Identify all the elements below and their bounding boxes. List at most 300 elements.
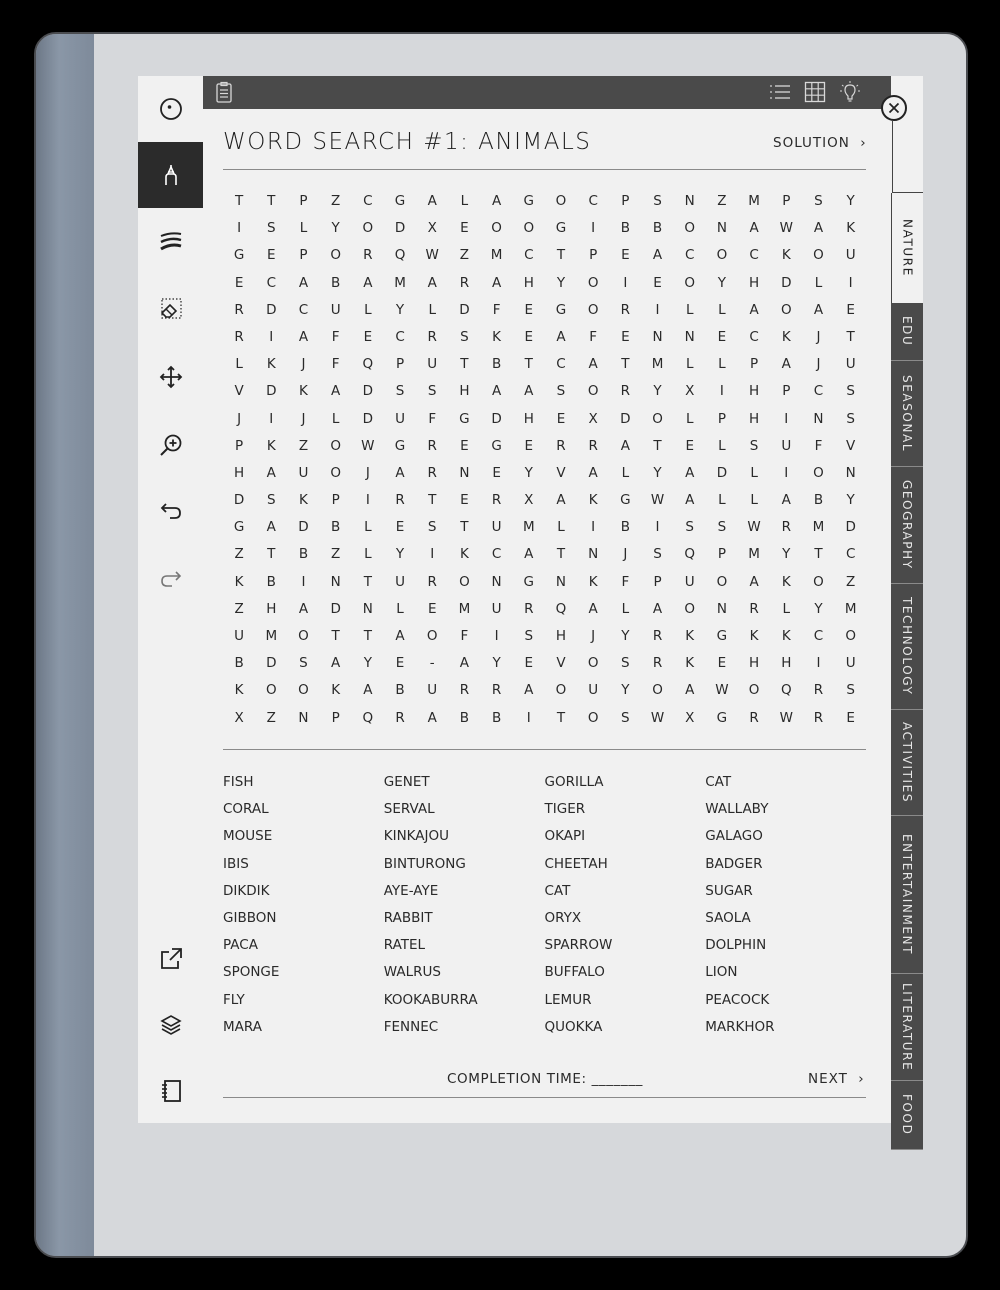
grid-cell[interactable]: T (556, 247, 566, 264)
grid-cell[interactable]: H (749, 410, 760, 427)
grid-cell[interactable]: A (266, 519, 276, 536)
grid-cell[interactable]: K (234, 682, 244, 699)
grid-cell[interactable]: Z (234, 546, 244, 563)
grid-cell[interactable]: N (684, 193, 695, 209)
grid-cell[interactable]: Q (684, 546, 696, 563)
table-of-contents-button[interactable] (768, 80, 792, 104)
grid-cell[interactable]: W (715, 682, 729, 699)
grid-cell[interactable]: E (524, 328, 534, 345)
grid-cell[interactable]: E (717, 328, 727, 345)
grid-cell[interactable]: I (784, 410, 789, 427)
tab-activities[interactable] (891, 710, 923, 816)
grid-cell[interactable]: K (781, 628, 791, 644)
grid-cell[interactable]: Y (556, 274, 566, 291)
grid-cell[interactable]: O (652, 410, 663, 427)
grid-cell[interactable]: L (621, 600, 630, 617)
grid-cell[interactable]: X (234, 709, 244, 726)
grid-cell[interactable]: A (781, 492, 791, 509)
grid-cell[interactable]: A (266, 464, 276, 481)
grid-cell[interactable]: H (459, 383, 470, 400)
grid-cell[interactable]: X (685, 383, 695, 400)
grid-cell[interactable]: P (299, 193, 308, 209)
grid-cell[interactable]: S (395, 383, 405, 400)
grid-cell[interactable]: D (781, 274, 792, 291)
grid-cell[interactable]: B (331, 274, 341, 291)
grid-cell[interactable]: A (685, 682, 695, 699)
grid-cell[interactable]: V (556, 655, 566, 672)
grid-cell[interactable]: H (749, 655, 760, 672)
grid-cell[interactable]: S (266, 492, 276, 509)
grid-cell[interactable]: R (459, 682, 470, 699)
grid-cell[interactable]: H (749, 383, 760, 400)
grid-cell[interactable]: T (814, 546, 823, 563)
grid-cell[interactable]: R (427, 437, 437, 454)
grid-cell[interactable]: P (235, 437, 244, 454)
grid-cell[interactable]: Y (846, 492, 855, 509)
grid-cell[interactable]: S (621, 709, 630, 726)
grid-cell[interactable]: Z (717, 193, 727, 209)
grid-cell[interactable]: P (782, 193, 791, 209)
grid-cell[interactable]: G (459, 410, 470, 427)
grid-view-button[interactable] (803, 80, 827, 104)
grid-cell[interactable]: F (814, 437, 823, 454)
tab-entertainment[interactable] (891, 816, 923, 974)
close-button[interactable] (881, 95, 907, 121)
grid-cell[interactable]: P (331, 709, 340, 726)
grid-cell[interactable]: A (588, 464, 598, 481)
grid-cell[interactable]: D (362, 410, 374, 427)
grid-cell[interactable]: H (234, 464, 245, 481)
grid-cell[interactable]: D (362, 383, 374, 400)
grid-cell[interactable]: Z (459, 247, 470, 264)
grid-cell[interactable]: K (846, 220, 856, 237)
grid-cell[interactable]: X (588, 410, 598, 427)
grid-cell[interactable]: N (845, 464, 856, 481)
letter-grid[interactable] (223, 188, 866, 732)
grid-cell[interactable]: K (588, 492, 598, 509)
grid-cell[interactable]: U (491, 600, 502, 617)
grid-cell[interactable]: L (685, 356, 694, 373)
grid-cell[interactable]: F (492, 301, 501, 318)
grid-cell[interactable]: S (653, 193, 662, 209)
grid-cell[interactable]: M (490, 247, 503, 264)
grid-cell[interactable]: Q (362, 356, 374, 373)
grid-cell[interactable]: O (330, 247, 341, 264)
grid-cell[interactable]: T (363, 628, 372, 644)
grid-cell[interactable]: L (718, 437, 726, 454)
grid-cell[interactable]: A (298, 600, 309, 617)
grid-cell[interactable]: C (845, 546, 856, 563)
grid-cell[interactable]: O (684, 600, 696, 617)
grid-cell[interactable]: N (684, 328, 695, 345)
grid-cell[interactable]: I (816, 655, 821, 672)
grid-cell[interactable]: Y (653, 464, 662, 481)
tab-edu[interactable] (891, 303, 923, 361)
grid-cell[interactable]: K (299, 492, 308, 509)
grid-cell[interactable]: E (524, 301, 534, 318)
grid-cell[interactable]: O (684, 274, 696, 291)
grid-cell[interactable]: I (719, 383, 724, 400)
grid-cell[interactable]: F (331, 328, 340, 345)
grid-cell[interactable]: L (428, 301, 436, 318)
grid-cell[interactable]: A (652, 600, 663, 617)
grid-cell[interactable]: A (298, 274, 309, 291)
grid-cell[interactable]: O (298, 682, 309, 699)
grid-cell[interactable]: L (621, 464, 630, 481)
grid-cell[interactable]: O (426, 628, 438, 644)
grid-cell[interactable]: N (298, 709, 309, 726)
grid-cell[interactable]: Z (234, 600, 244, 617)
grid-cell[interactable]: R (234, 328, 244, 345)
grid-cell[interactable]: A (331, 383, 341, 400)
grid-cell[interactable]: I (269, 328, 274, 345)
grid-cell[interactable]: A (331, 655, 341, 672)
grid-cell[interactable]: U (781, 437, 792, 454)
grid-cell[interactable]: H (266, 600, 277, 617)
grid-cell[interactable]: A (749, 301, 759, 318)
grid-cell[interactable]: C (813, 628, 824, 644)
grid-cell[interactable]: D (845, 519, 856, 536)
tab-food[interactable] (891, 1081, 923, 1150)
clipboard-button[interactable] (212, 80, 236, 104)
redo-button[interactable] (138, 546, 203, 612)
grid-cell[interactable]: R (749, 600, 759, 617)
tab-technology[interactable] (891, 584, 923, 710)
grid-cell[interactable]: R (781, 519, 791, 536)
grid-cell[interactable]: G (491, 437, 502, 454)
grid-cell[interactable]: P (717, 546, 726, 563)
grid-cell[interactable]: D (233, 492, 245, 509)
grid-cell[interactable]: O (587, 383, 599, 400)
grid-cell[interactable]: U (395, 410, 405, 427)
grid-cell[interactable]: I (655, 519, 660, 536)
grid-cell[interactable]: P (299, 247, 308, 264)
grid-cell[interactable]: O (684, 220, 696, 237)
grid-cell[interactable]: D (266, 655, 277, 672)
grid-cell[interactable]: I (301, 573, 306, 590)
next-link[interactable] (808, 1071, 865, 1087)
grid-cell[interactable]: A (427, 274, 437, 291)
grid-cell[interactable]: F (621, 573, 630, 590)
grid-cell[interactable]: L (364, 301, 372, 318)
grid-cell[interactable]: Y (395, 546, 405, 563)
grid-cell[interactable]: C (266, 274, 276, 291)
grid-cell[interactable]: R (363, 247, 373, 264)
grid-cell[interactable]: V (234, 383, 244, 400)
grid-cell[interactable]: K (781, 247, 791, 264)
grid-cell[interactable]: Z (298, 437, 309, 454)
grid-cell[interactable]: R (491, 682, 502, 699)
grid-cell[interactable]: J (623, 546, 628, 563)
grid-cell[interactable]: T (267, 546, 276, 563)
grid-cell[interactable]: C (588, 193, 598, 209)
grid-cell[interactable]: Z (331, 546, 341, 563)
grid-cell[interactable]: S (846, 410, 855, 427)
grid-cell[interactable]: A (781, 356, 791, 373)
grid-cell[interactable]: T (556, 709, 566, 726)
grid-cell[interactable]: T (267, 193, 276, 209)
grid-cell[interactable]: Y (717, 274, 727, 291)
grid-cell[interactable]: N (716, 600, 727, 617)
grid-cell[interactable]: K (588, 573, 598, 590)
grid-cell[interactable]: O (587, 301, 599, 318)
grid-cell[interactable]: S (524, 628, 534, 644)
grid-cell[interactable]: A (491, 274, 502, 291)
grid-cell[interactable]: T (331, 628, 340, 644)
grid-cell[interactable]: F (331, 356, 340, 373)
grid-cell[interactable]: M (812, 519, 825, 536)
grid-cell[interactable]: M (458, 600, 471, 617)
grid-cell[interactable]: L (299, 220, 308, 237)
grid-cell[interactable]: R (620, 383, 631, 400)
grid-cell[interactable]: L (718, 492, 726, 509)
grid-cell[interactable]: E (846, 709, 855, 726)
grid-cell[interactable]: E (267, 247, 276, 264)
grid-cell[interactable]: H (749, 274, 760, 291)
grid-cell[interactable]: T (363, 573, 372, 590)
grid-cell[interactable]: A (395, 628, 405, 644)
grid-cell[interactable]: A (556, 328, 566, 345)
grid-cell[interactable]: R (620, 301, 631, 318)
grid-cell[interactable]: P (653, 573, 662, 590)
grid-cell[interactable]: B (491, 356, 502, 373)
grid-cell[interactable]: T (556, 546, 566, 563)
grid-cell[interactable]: A (685, 464, 695, 481)
grid-cell[interactable]: K (266, 356, 276, 373)
grid-cell[interactable]: A (524, 383, 534, 400)
grid-cell[interactable]: G (620, 492, 631, 509)
grid-cell[interactable]: K (781, 573, 791, 590)
grid-cell[interactable]: L (814, 274, 823, 291)
tab-geography[interactable] (891, 467, 923, 584)
grid-cell[interactable]: B (459, 709, 470, 726)
grid-cell[interactable]: W (747, 519, 761, 536)
grid-cell[interactable]: O (845, 628, 856, 644)
grid-cell[interactable]: R (395, 709, 405, 726)
grid-cell[interactable]: L (750, 492, 758, 509)
grid-cell[interactable]: U (845, 247, 856, 264)
grid-cell[interactable]: B (234, 655, 244, 672)
grid-cell[interactable]: P (331, 492, 340, 509)
grid-cell[interactable]: D (459, 301, 470, 318)
grid-cell[interactable]: I (494, 628, 499, 644)
grid-cell[interactable]: O (555, 682, 567, 699)
grid-cell[interactable]: O (716, 247, 728, 264)
move-tool-button[interactable] (138, 344, 203, 410)
grid-cell[interactable]: N (716, 220, 727, 237)
grid-cell[interactable]: N (459, 464, 470, 481)
grid-cell[interactable]: E (395, 519, 405, 536)
grid-cell[interactable]: L (718, 301, 726, 318)
grid-cell[interactable]: L (685, 410, 694, 427)
hint-button[interactable] (838, 80, 862, 104)
layers-button[interactable] (138, 992, 203, 1058)
grid-cell[interactable]: D (716, 464, 728, 481)
grid-cell[interactable]: T (621, 356, 630, 373)
grid-cell[interactable]: C (524, 247, 534, 264)
grid-cell[interactable]: - (429, 655, 435, 672)
grid-cell[interactable]: U (427, 682, 438, 699)
grid-cell[interactable]: C (395, 328, 405, 345)
grid-cell[interactable]: A (459, 655, 470, 672)
grid-cell[interactable]: A (749, 573, 759, 590)
grid-cell[interactable]: O (587, 274, 599, 291)
grid-cell[interactable]: U (395, 573, 405, 590)
grid-cell[interactable]: B (491, 709, 502, 726)
grid-cell[interactable]: W (650, 492, 665, 509)
grid-cell[interactable]: T (234, 193, 244, 209)
grid-cell[interactable]: U (234, 628, 245, 644)
grid-cell[interactable]: G (555, 301, 567, 318)
grid-cell[interactable]: J (591, 628, 596, 644)
grid-cell[interactable]: P (717, 410, 726, 427)
grid-cell[interactable]: U (588, 682, 599, 699)
grid-cell[interactable]: S (460, 328, 469, 345)
grid-cell[interactable]: R (749, 709, 759, 726)
grid-cell[interactable]: R (234, 301, 244, 318)
grid-cell[interactable]: E (460, 492, 469, 509)
grid-cell[interactable]: O (523, 220, 535, 237)
tab-literature[interactable] (891, 974, 923, 1081)
grid-cell[interactable]: D (394, 220, 406, 237)
grid-cell[interactable]: X (427, 220, 437, 237)
zoom-tool-button[interactable] (138, 412, 203, 478)
grid-cell[interactable]: I (591, 220, 596, 237)
grid-cell[interactable]: X (524, 492, 534, 509)
grid-cell[interactable]: S (427, 519, 437, 536)
grid-cell[interactable]: A (363, 682, 373, 699)
grid-cell[interactable]: O (813, 464, 824, 481)
grid-cell[interactable]: S (299, 655, 308, 672)
grid-cell[interactable]: C (491, 546, 502, 563)
grid-cell[interactable]: O (265, 682, 277, 699)
grid-cell[interactable]: D (266, 301, 277, 318)
share-button[interactable] (138, 926, 203, 992)
grid-cell[interactable]: O (780, 301, 792, 318)
grid-cell[interactable]: Y (782, 546, 791, 563)
grid-cell[interactable]: S (556, 383, 566, 400)
grid-cell[interactable]: S (266, 220, 276, 237)
grid-cell[interactable]: N (588, 546, 599, 563)
grid-cell[interactable]: T (846, 328, 855, 345)
grid-cell[interactable]: A (749, 220, 759, 237)
grid-cell[interactable]: N (362, 600, 373, 617)
grid-cell[interactable]: O (491, 220, 502, 237)
grid-cell[interactable]: B (395, 682, 405, 699)
grid-cell[interactable]: E (685, 437, 694, 454)
grid-cell[interactable]: G (523, 573, 535, 590)
grid-cell[interactable]: E (717, 655, 727, 672)
grid-cell[interactable]: X (685, 709, 695, 726)
grid-cell[interactable]: A (556, 492, 566, 509)
grid-cell[interactable]: E (460, 220, 469, 237)
grid-cell[interactable]: J (301, 356, 306, 373)
grid-cell[interactable]: S (717, 519, 727, 536)
grid-cell[interactable]: K (459, 546, 469, 563)
tab-seasonal[interactable] (891, 361, 923, 467)
grid-cell[interactable]: N (813, 410, 824, 427)
grid-cell[interactable]: K (685, 628, 695, 644)
grid-cell[interactable]: K (299, 383, 308, 400)
grid-cell[interactable]: E (846, 301, 855, 318)
grid-cell[interactable]: Y (395, 301, 405, 318)
grid-cell[interactable]: S (814, 193, 823, 209)
grid-cell[interactable]: L (396, 600, 404, 617)
grid-cell[interactable]: C (749, 328, 759, 345)
grid-cell[interactable]: O (716, 573, 728, 590)
grid-cell[interactable]: B (620, 519, 630, 536)
grid-cell[interactable]: D (491, 410, 502, 427)
grid-cell[interactable]: E (621, 247, 630, 264)
grid-cell[interactable]: U (684, 573, 695, 590)
grid-cell[interactable]: O (362, 220, 374, 237)
grid-cell[interactable]: Y (653, 383, 662, 400)
stroke-tool-button[interactable] (138, 208, 203, 274)
grid-cell[interactable]: B (620, 220, 630, 237)
grid-cell[interactable]: R (395, 492, 405, 509)
grid-cell[interactable]: O (748, 682, 760, 699)
grid-cell[interactable]: A (588, 600, 598, 617)
grid-cell[interactable]: C (363, 193, 373, 209)
grid-cell[interactable]: K (685, 655, 695, 672)
grid-cell[interactable]: Y (621, 682, 630, 699)
grid-cell[interactable]: J (301, 410, 306, 427)
grid-cell[interactable]: E (492, 464, 501, 481)
grid-cell[interactable]: S (685, 519, 694, 536)
grid-cell[interactable]: K (331, 682, 341, 699)
grid-cell[interactable]: M (748, 193, 760, 209)
grid-cell[interactable]: L (331, 410, 340, 427)
grid-cell[interactable]: H (523, 410, 534, 427)
grid-cell[interactable]: W (650, 709, 665, 726)
grid-cell[interactable]: T (460, 356, 469, 373)
grid-cell[interactable]: E (395, 655, 405, 672)
grid-cell[interactable]: M (844, 600, 857, 617)
grid-cell[interactable]: R (813, 682, 824, 699)
grid-cell[interactable]: S (427, 383, 437, 400)
grid-cell[interactable]: A (524, 546, 534, 563)
grid-cell[interactable]: R (556, 437, 566, 454)
grid-cell[interactable]: Q (780, 682, 792, 699)
grid-cell[interactable]: V (556, 464, 566, 481)
solution-link[interactable] (773, 135, 867, 151)
grid-cell[interactable]: E (427, 600, 437, 617)
grid-cell[interactable]: I (848, 274, 853, 291)
grid-cell[interactable]: T (460, 519, 469, 536)
grid-cell[interactable]: O (459, 573, 470, 590)
grid-cell[interactable]: O (652, 682, 663, 699)
grid-cell[interactable]: M (748, 546, 760, 563)
grid-cell[interactable]: P (782, 383, 791, 400)
select-eraser-tool-button[interactable] (138, 276, 203, 342)
grid-cell[interactable]: E (524, 655, 534, 672)
grid-cell[interactable]: E (460, 437, 469, 454)
grid-cell[interactable]: U (427, 356, 438, 373)
grid-cell[interactable]: J (816, 328, 821, 345)
grid-cell[interactable]: Z (266, 709, 276, 726)
grid-cell[interactable]: Y (846, 193, 855, 209)
grid-cell[interactable]: R (491, 492, 502, 509)
grid-cell[interactable]: I (269, 410, 274, 427)
grid-cell[interactable]: H (781, 655, 792, 672)
grid-cell[interactable]: S (846, 383, 855, 400)
grid-cell[interactable]: O (555, 193, 567, 209)
grid-cell[interactable]: E (621, 328, 630, 345)
grid-cell[interactable]: K (749, 628, 759, 644)
grid-cell[interactable]: L (685, 301, 694, 318)
grid-cell[interactable]: I (784, 464, 789, 481)
grid-cell[interactable]: U (298, 464, 309, 481)
